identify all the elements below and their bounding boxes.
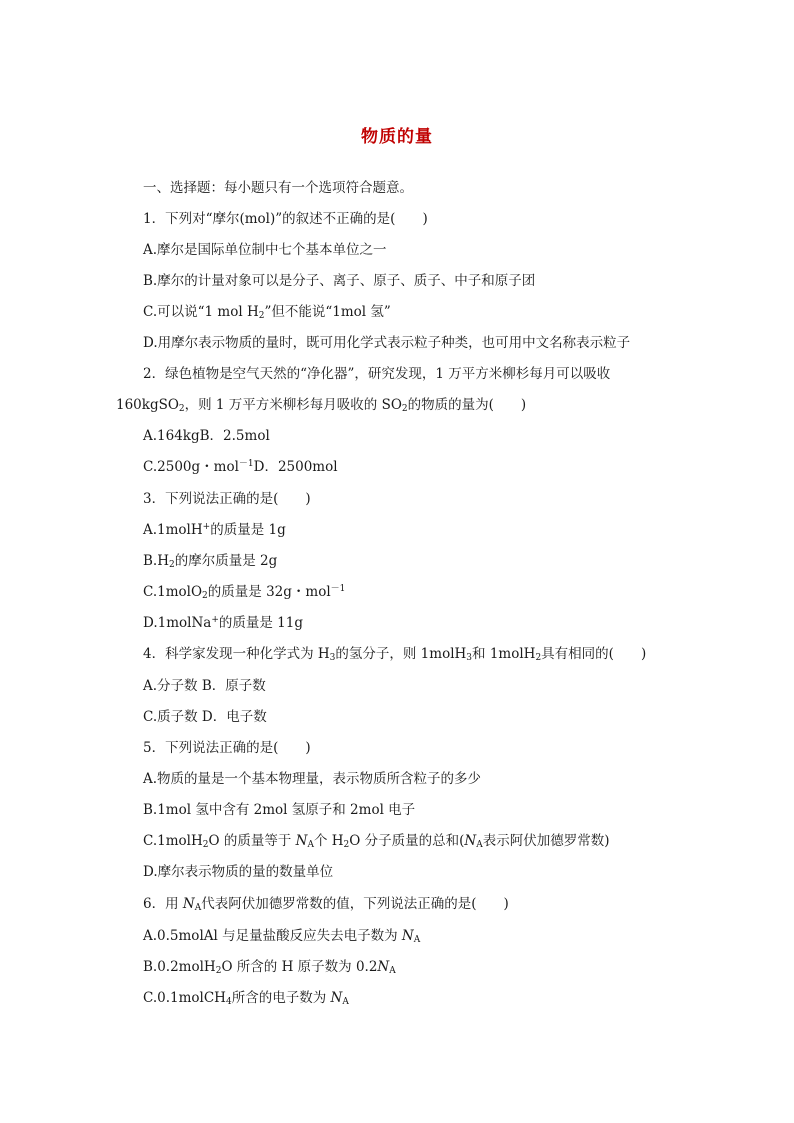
q3-option-b: $B.H_2$的摩尔质量是 2g — [143, 553, 278, 570]
q1-option-b: B.摩尔的计量对象可以是分子、离子、原子、质子、中子和原子团 — [143, 273, 536, 289]
q3-option-c: C.1molO$_2$的质量是 32g・mol$^{-1}$ — [143, 584, 346, 601]
q2-stem-line1: 2．绿色植物是空气天然的“净化器”，研究发现，1 万平方米柳杉每月可以吸收 — [143, 366, 611, 382]
q5-option-a: A.物质的量是一个基本物理量，表示物质所含粒子的多少 — [143, 771, 482, 787]
q1-option-a: A.摩尔是国际单位制中七个基本单位之一 — [143, 242, 387, 258]
q6-option-a: A.0.5molAl 与足量盐酸反应失去电子数为 $N_A$ — [143, 928, 421, 945]
q4-options-ab: A.分子数 B．原子数 — [143, 678, 266, 694]
q1-option-c: C.可以说“1 mol $H_2$”但不能说“1mol 氢” — [143, 304, 391, 321]
q2-options-ab: A.164kgB．2.5mol — [143, 428, 270, 444]
section-heading: 一、选择题：每小题只有一个选项符合题意。 — [143, 180, 413, 196]
q3-option-d: D.1molNa+的质量是 11g — [143, 615, 304, 631]
page-title: 物质的量 — [361, 127, 433, 147]
q1-stem: 1．下列对“摩尔(mol)”的叙述不正确的是( ) — [143, 211, 428, 227]
q5-option-c: C.1molH$_2$O 的质量等于 $N_A$个 $H_2O$ 分子质量的总和($N_A$表示阿伏加德罗常数) — [143, 833, 610, 850]
q6-option-b: B.0.2molH$_2$O 所含的 H 原子数为 $0.2N_A$ — [143, 959, 396, 976]
q6-stem: 6．用 $N_A$代表阿伏加德罗常数的值，下列说法正确的是( ) — [143, 896, 509, 913]
q4-options-cd: C.质子数 D．电子数 — [143, 709, 267, 725]
q3-option-a: A.1molH+的质量是 1g — [143, 522, 286, 538]
q3-stem: 3．下列说法正确的是( ) — [143, 491, 311, 507]
q4-stem: 4．科学家发现一种化学式为 $H_3$的氢分子，则 1molH$_3$和 1molH$_2$具有相同的( ) — [143, 646, 647, 663]
q6-option-c: C.0.1molCH$_4$所含的电子数为 $N_A$ — [143, 990, 349, 1007]
q5-stem: 5．下列说法正确的是( ) — [143, 740, 311, 756]
q5-option-d: D.摩尔表示物质的量的数量单位 — [143, 864, 334, 880]
q5-option-b: B.1mol 氢中含有 2mol 氢原子和 2mol 电子 — [143, 802, 416, 818]
q1-option-d: D.用摩尔表示物质的量时，既可用化学式表示粒子种类，也可用中文名称表示粒子 — [143, 335, 631, 351]
q2-options-cd: C.2500g・mol$^{-1}$D．2500mol — [143, 459, 338, 475]
q2-stem-line2: 160kgSO$_2$，则 1 万平方米柳杉每月吸收的 $SO_2$的物质的量为( ) — [116, 397, 527, 414]
